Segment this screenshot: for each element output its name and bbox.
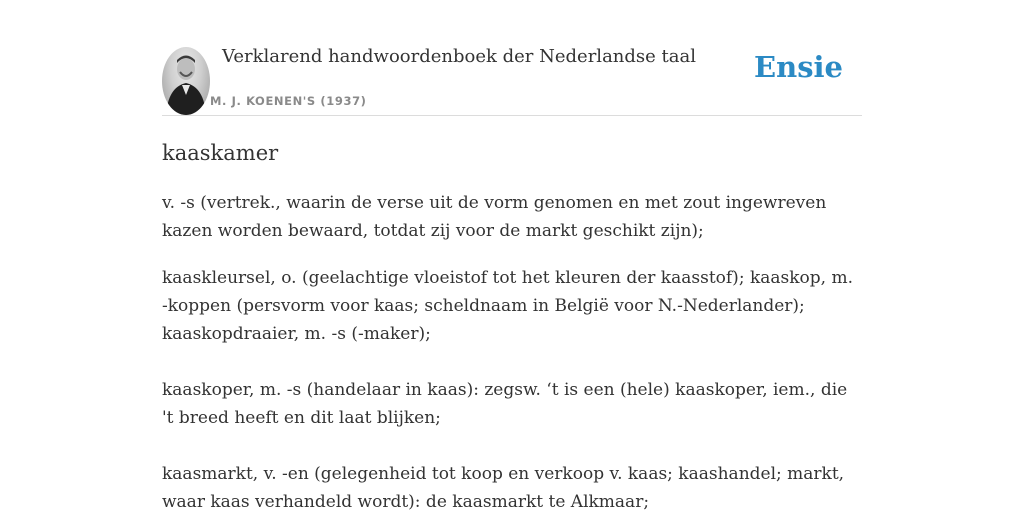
dictionary-subtitle: M. J. KOENEN'S (1937) [210, 94, 367, 108]
entry-paragraph: v. -s (vertrek., waarin de verse uit de vorm genomen en met zout ingewreven kazen worden bewaard, totdat zij voor de markt geschikt zijn); [162, 193, 827, 241]
page [162, 0, 862, 512]
entry-paragraph: kaaskleursel, o. (geelachtige vloeistof tot het kleuren der kaasstof); kaaskop, m. -koppen (persvorm voor kaas; scheldnaam in België voor N.-Nederlander); kaaskopdraaier, m. -s (-maker); [162, 268, 853, 344]
dictionary-title: Verklarend handwoordenboek der Nederlandse taal [222, 46, 696, 67]
entry-paragraph: kaaskoper, m. -s (handelaar in kaas): zegsw. ‘t is een (hele) kaaskoper, iem., die 't breed heeft en dit laat blijken; [162, 380, 848, 428]
portrait-image [162, 47, 210, 115]
entry-paragraph: kaasmarkt, v. -en (gelegenheid tot koop en verkoop v. kaas; kaashandel; markt, waar kaas verhandeld wordt): de kaasmarkt te Alkmaar; [162, 464, 845, 512]
entry-headword: kaaskamer [162, 141, 279, 165]
site-header [162, 0, 862, 116]
author-portrait-avatar [162, 47, 210, 115]
ensie-logo-link[interactable]: Ensie [754, 50, 843, 84]
